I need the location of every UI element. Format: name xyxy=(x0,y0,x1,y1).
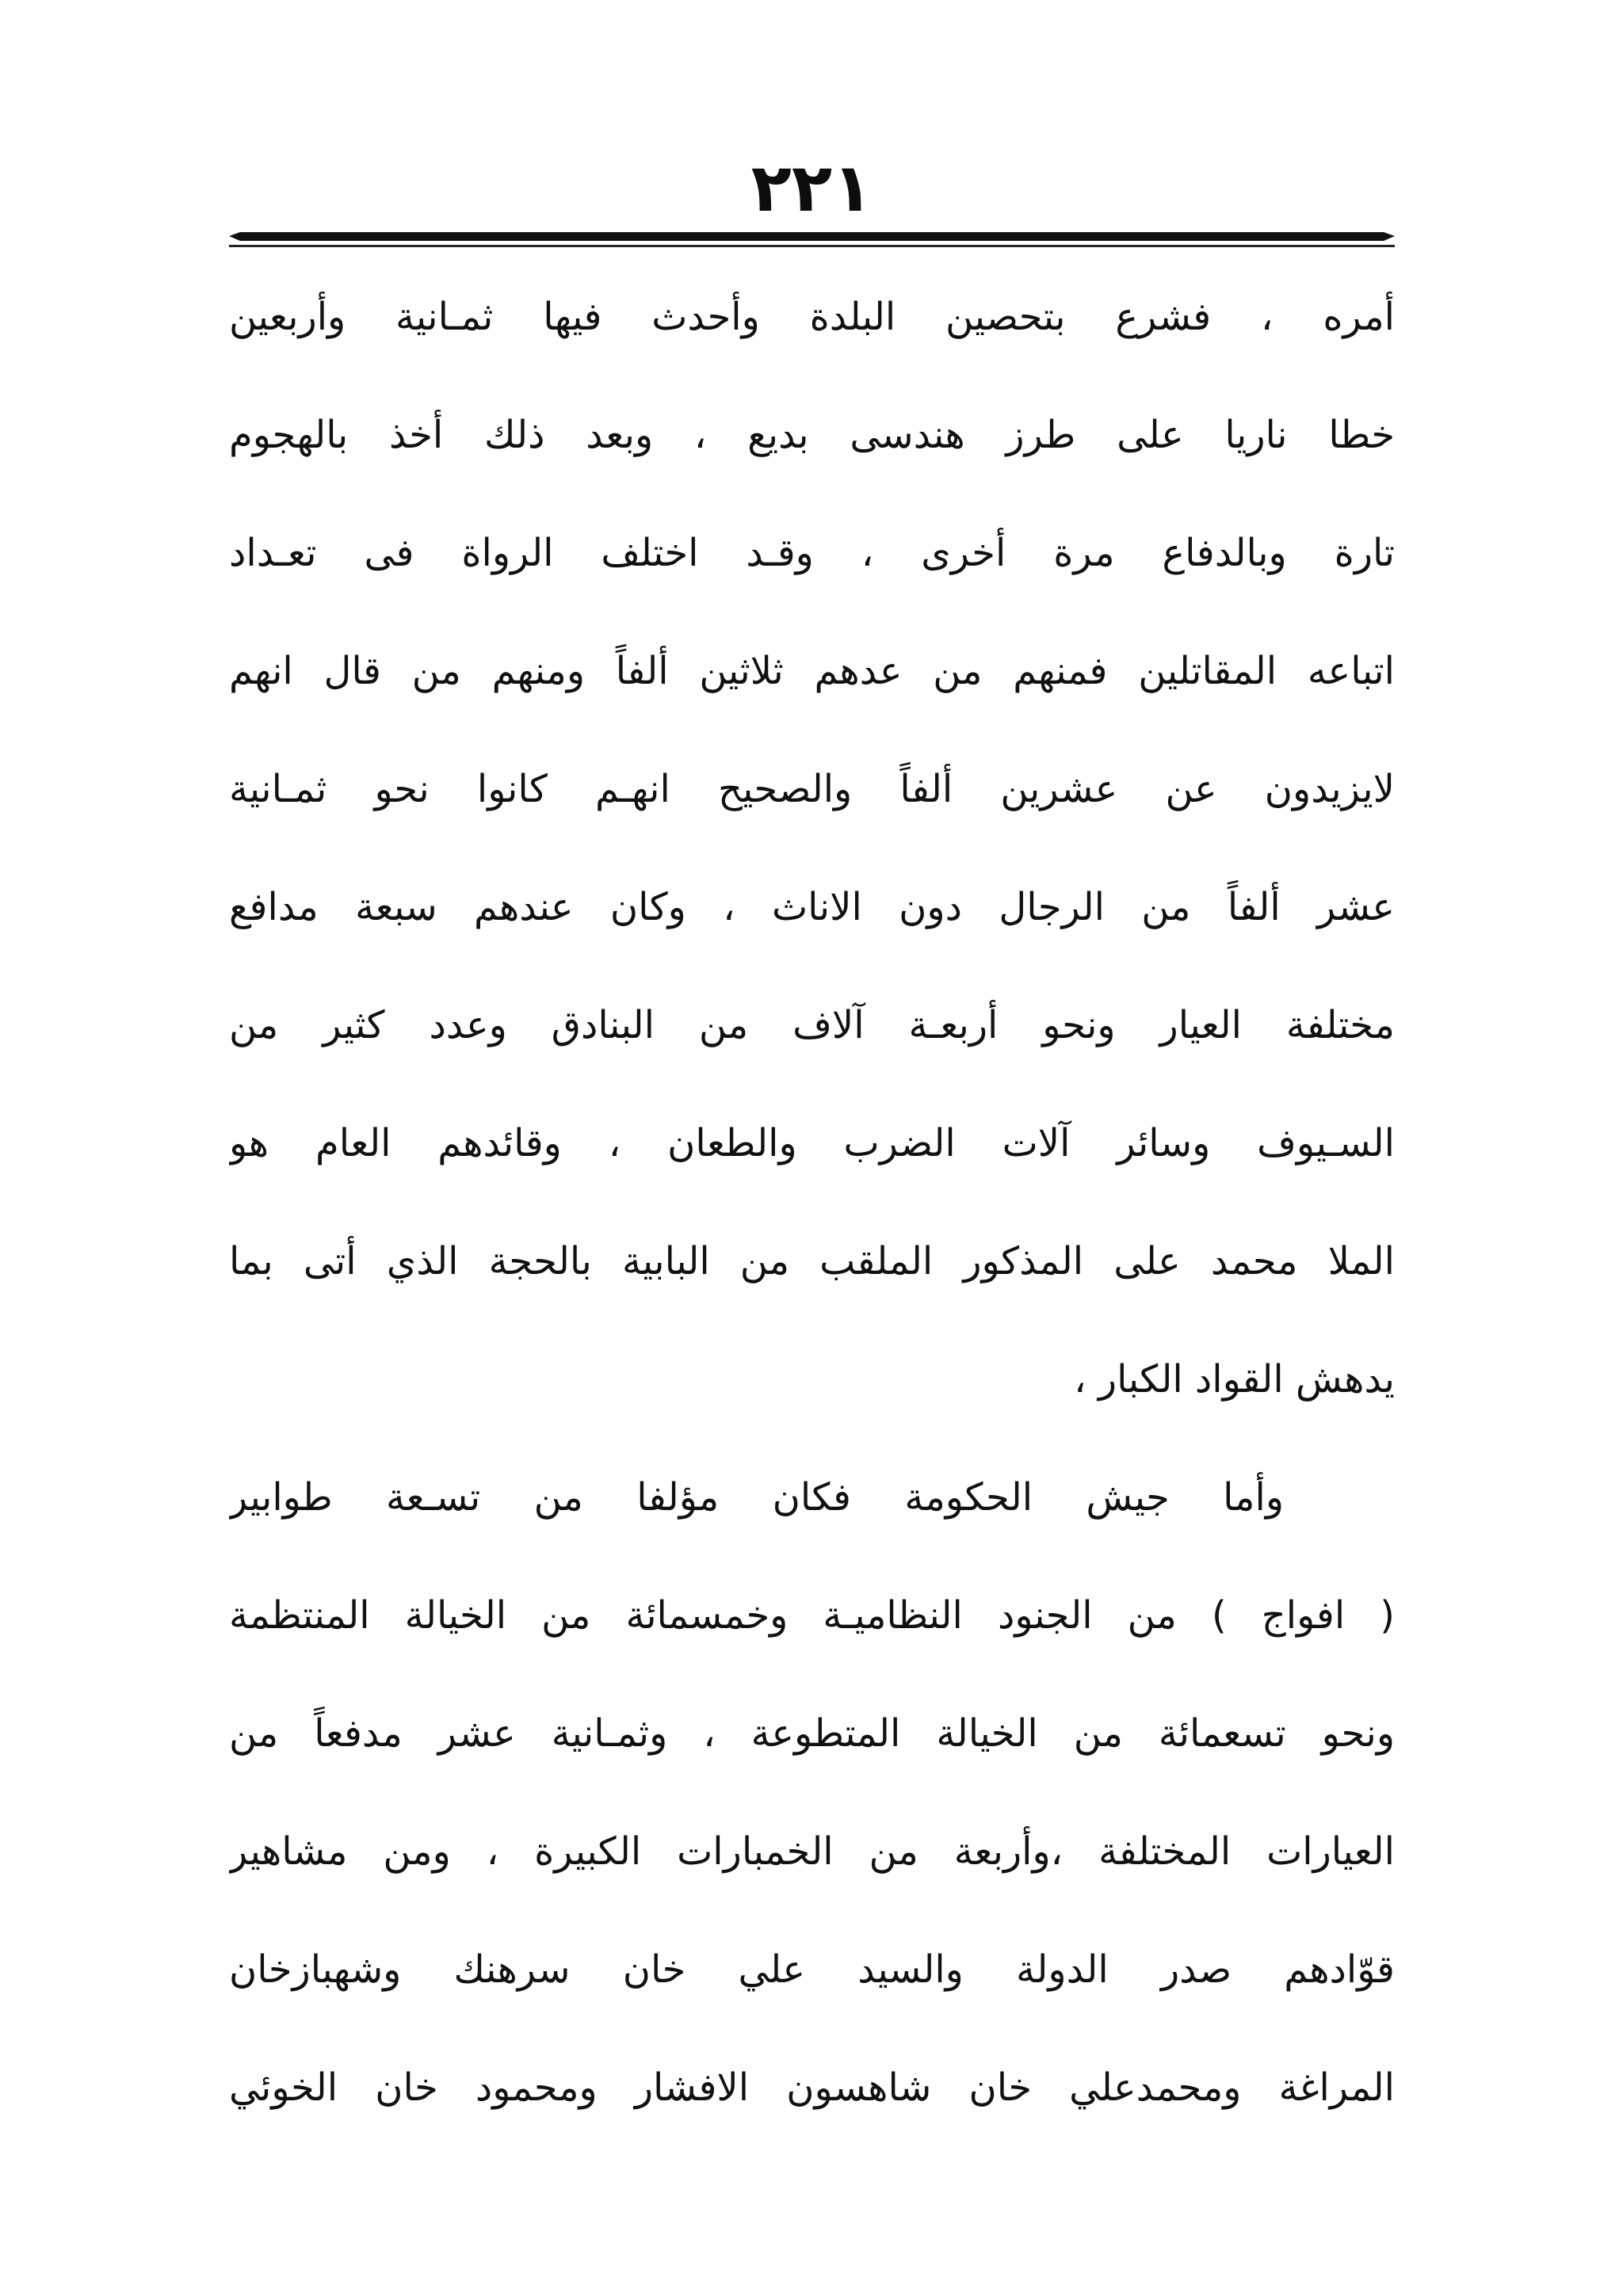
paragraph-end-line: يدهش القواد الكبار ، xyxy=(1074,1357,1395,1402)
text-line: السـيوف وسائر آلات الضرب والطعان ، وقائدهم العام هو xyxy=(229,1121,1395,1165)
text-line: المراغة ومحمدعلي خان شاهسون الافشار ومحمود خان الخوئي xyxy=(229,2065,1395,2110)
text-line: تارة وبالدفاع مرة أخرى ، وقـد اختلف الرواة فى تعـداد xyxy=(229,531,1395,575)
header-rule-thin xyxy=(229,245,1395,247)
text-line: لايزيدون عن عشرين ألفاً والصحيح انهـم كانوا نحو ثمـانية xyxy=(229,767,1395,811)
text-line: أمره ، فشرع بتحصين البلدة وأحدث فيها ثمـانية وأربعين xyxy=(229,295,1395,339)
text-line: اتباعه المقاتلين فمنهم من عدهم ثلاثين ألفاً ومنهم من قال انهم xyxy=(229,649,1395,693)
text-line: مختلفة العيار ونحو أربعـة آلاف من البنادق وعدد كثير من xyxy=(229,1003,1395,1047)
text-line: العيارات المختلفة ،وأربعة من الخمبارات الكبيرة ، ومن مشاهير xyxy=(229,1829,1395,1874)
header-rule xyxy=(229,231,1395,252)
text-line: ( افواج ) من الجنود النظاميـة وخمسمائة من الخيالة المنتظمة xyxy=(229,1593,1395,1638)
text-line: قوّادهم صدر الدولة والسيد علي خان سرهنك وشهبازخان xyxy=(229,1947,1395,1992)
text-line: خطا ناريا على طرز هندسى بديع ، وبعد ذلك أخذ بالهجوم xyxy=(229,413,1395,457)
text-line: عشر ألفاً من الرجال دون الاناث ، وكان عندهم سبعة مدافع xyxy=(229,885,1395,929)
text-line: ونحو تسعمائة من الخيالة المتطوعة ، وثمـانية عشر مدفعاً من xyxy=(229,1711,1395,1756)
header-rule-thick xyxy=(229,232,1395,241)
paragraph-start-line: وأما جيش الحكومة فكان مؤلفا من تسـعة طوابير xyxy=(229,1475,1284,1520)
text-line: الملا محمد على المذكور الملقب من البابية بالحجة الذي أتى بما xyxy=(229,1239,1395,1283)
body-text xyxy=(229,258,1395,2147)
page-number: ٢٢١ xyxy=(750,149,873,227)
